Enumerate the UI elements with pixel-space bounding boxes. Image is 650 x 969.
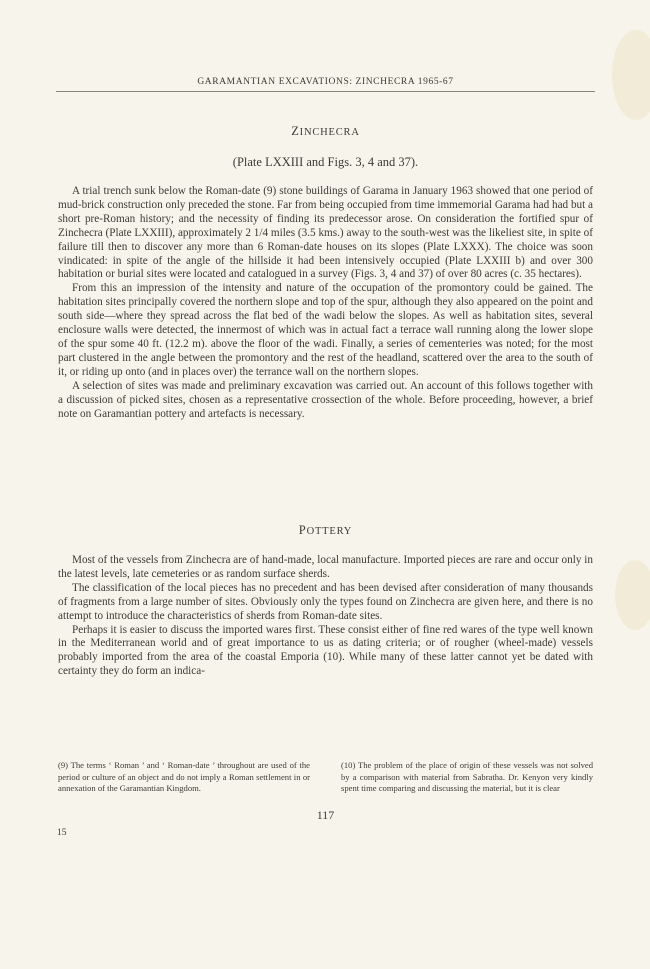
body-paragraph: A trial trench sunk below the Roman-date (9) stone buildings of Garama in January 1963 showed that one period of mud-brick construction only preceded the stone. Far from being occupied from time immemorial Garama had had but a short pre-Roman history; and the necessity of finding its predecessor arose. On consideration the fortified spur of Zinchecra (Plate LXXIII), approximately 2 1/4 miles (3.5 kms.) away to the south-west was the likeliest site, in spite of failure till then to discover any more than 6 Roman-date houses on its slopes (Plate LXXX). The choice was soon vindicated: in spite of the angle of the hillside it had been intensively occupied (Plate LXXIII b) and over 300 habitation or burial sites were located and catalogued in a survey (Figs. 3, 4 and 37) of over 80 acres (c. 35 hectares). (58, 185, 593, 281)
body-paragraph: Perhaps it is easier to discuss the imported wares first. These consist either of fine red wares of the type well known in the Mediterranean world and of great importance to us as dating criteria; or of rougher (wheel-made) vessels probably imported from the area of the coastal Emporia (10). While many of these latter cannot yet be dated with certainty they do form an indica- (58, 623, 593, 678)
section-title-initial: P (298, 523, 307, 537)
zinchecra-body (58, 185, 593, 421)
pottery-body (58, 554, 593, 679)
section-title-rest: INCHECRA (299, 127, 360, 138)
running-head: GARAMANTIAN EXCAVATIONS: ZINCHECRA 1965-67 (56, 77, 595, 92)
plate-reference: (Plate LXXIII and Figs. 3, 4 and 37). (232, 155, 419, 169)
body-paragraph: From this an impression of the intensity and nature of the occupation of the promontory could be gained. The habitation sites principally covered the northern slope and top of the spur, although they also appeared on the point and south side—where they spread across the flat bed of the wadi below the slopes. As well as habitation sites, several enclosure walls were detected, the innermost of which was in actual fact a terrace wall running along the lower slope of the spur some 40 ft. (12.2 m). above the floor of the wadi. Finally, a series of cementeries was noted; for the most part clustered in the angle between the promontory and the rest of the headland, scattered over the area to the south of it, or riding up onto (and in places over) the terrance wall on the northern slopes. (58, 282, 593, 378)
body-paragraph: Most of the vessels from Zinchecra are of hand-made, local manufacture. Imported pieces are rare and occur only in the latest levels, late cemeteries or as random surface sherds. (58, 554, 593, 580)
section-title-pottery (56, 523, 595, 538)
page-number: 117 (316, 808, 335, 822)
footnote: (10) The problem of the place of origin of these vessels was not solved by a comparison with material from Sabratha. Dr. Kenyon very kindly spent time comparing and discussing the material, but it is clear (341, 760, 593, 794)
paper-stain (612, 30, 650, 120)
section-title-zinchecra (56, 124, 595, 139)
footnote: (9) The terms ‘ Roman ’ and ‘ Roman-date ’ throughout are used of the period or culture of an object and do not imply a Roman settlement in or annexation of the Garamantian Kingdom. (58, 760, 310, 794)
section-title-initial: Z (291, 124, 300, 138)
footnotes (58, 760, 593, 795)
body-paragraph: A selection of sites was made and preliminary excavation was carried out. An account of this follows together with a discussion of picked sites, chosen as a representative crossection of the whole. Before proceeding, however, a brief note on Garamantian pottery and artefacts is necessary. (58, 379, 593, 420)
section-title-rest: OTTERY (306, 526, 353, 537)
paper-stain (615, 560, 650, 630)
signature-mark: 15 (57, 828, 67, 838)
body-paragraph: The classification of the local pieces has no precedent and has been devised after consideration of many thousands of fragments from a large number of sites. Obviously only the types found on Zinchecra are given here, and there is no attempt to introduce the characteristics of sherds from Roman-date sites. (58, 581, 593, 622)
